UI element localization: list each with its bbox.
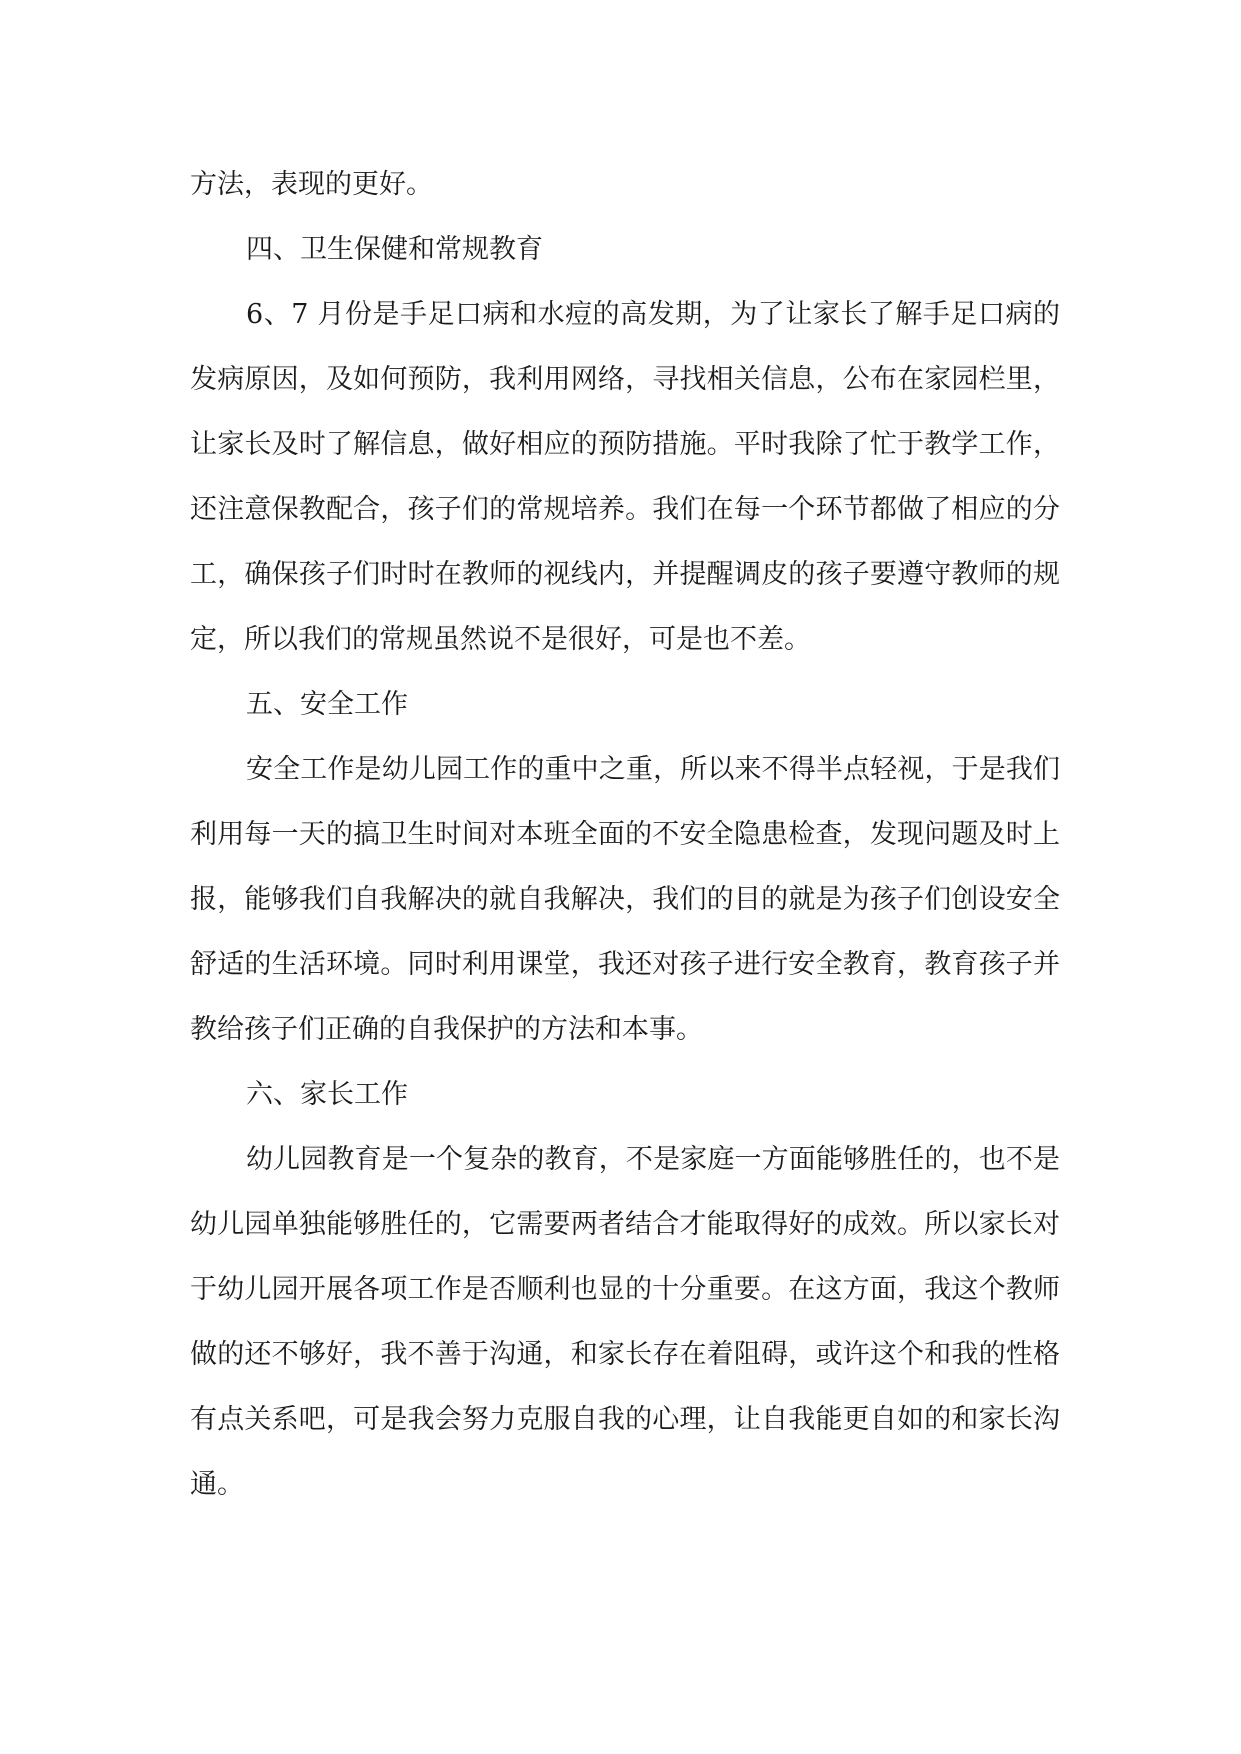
section-heading-hygiene: 四、卫生保健和常规教育: [246, 234, 543, 265]
section-heading-parents: 六、家长工作: [246, 1079, 408, 1110]
section-heading-safety: 五、安全工作: [246, 689, 408, 720]
paragraph-parents: 幼儿园教育是一个复杂的教育，不是家庭一方面能够胜任的，也不是幼儿园单独能够胜任的，它需要两者结合才能取得好的成效。所以家长对于幼儿园开展各项工作是否顺利也显的十分重要。在这方面，我这个教师做的还不够好，我不善于沟通，和家长存在着阻碍，或许这个和我的性格有点关系吧，可是我会努力克服自我的心理，让自我能更自如的和家长沟通。: [190, 1144, 1060, 1500]
paragraph-continuation: 方法，表现的更好。: [190, 169, 433, 200]
document-body: [190, 152, 1060, 1517]
paragraph-hygiene: 6、7 月份是手足口病和水痘的高发期，为了让家长了解手足口病的发病原因，及如何预防，我利用网络，寻找相关信息，公布在家园栏里，让家长及时了解信息，做好相应的预防措施。平时我除了忙于教学工作，还注意保教配合，孩子们的常规培养。我们在每一个环节都做了相应的分工，确保孩子们时时在教师的视线内，并提醒调皮的孩子要遵守教师的规定，所以我们的常规虽然说不是很好，可是也不差。: [190, 299, 1060, 655]
paragraph-safety: 安全工作是幼儿园工作的重中之重，所以来不得半点轻视，于是我们利用每一天的搞卫生时间对本班全面的不安全隐患检查，发现问题及时上报，能够我们自我解决的就自我解决，我们的目的就是为孩子们创设安全舒适的生活环境。同时利用课堂，我还对孩子进行安全教育，教育孩子并教给孩子们正确的自我保护的方法和本事。: [190, 754, 1060, 1045]
